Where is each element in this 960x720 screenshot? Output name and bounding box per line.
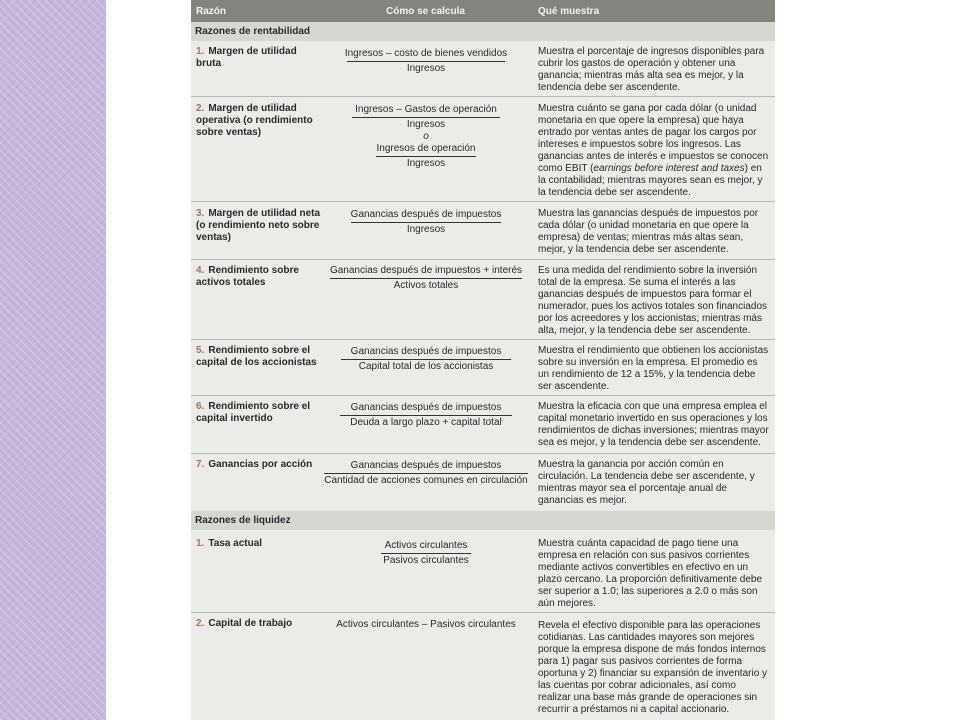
formula-denominator-alt: Ingresos: [406, 158, 446, 169]
header-razon: Razón: [196, 6, 226, 17]
ratio-name: [196, 459, 324, 471]
section-rentabilidad: [191, 22, 775, 41]
ratio-name: [196, 46, 324, 70]
ratio-name: [196, 401, 324, 425]
ratio-description: Muestra el porcentaje de ingresos disponibles para cubrir los gastos de operación y obtener una ganancia; mientras más alta sea es mejor, y la tendencia debe ser ascendente.: [538, 46, 765, 93]
ratio-description: Muestra la eficacia con que una empresa emplea el capital monetario invertido en sus operaciones y los rendimientos de dichas inversiones; mientras mayor sea es mejor, y la tendencia debe ser ascendente.: [538, 401, 769, 448]
ratio-name-text: Margen de utilidad neta (o rendimiento neto sobre ventas): [196, 208, 321, 243]
ratio-number: 3.: [196, 208, 205, 219]
ratio-number: 7.: [196, 459, 205, 470]
ratio-name: [196, 208, 324, 244]
formula-numerator: Ingresos – costo de bienes vendidos: [344, 48, 508, 59]
ratio-formula: [321, 209, 531, 236]
header-que-muestra: Qué muestra: [538, 6, 600, 17]
ratio-description: Muestra el rendimiento que obtienen los accionistas sobre su inversión en la empresa. El promedio es un rendimiento de 12 a 15%, y la tendencia debe ser ascendente.: [538, 345, 769, 392]
ratio-description: Muestra la ganancia por acción común en circulación. La tendencia debe ser ascendente, y mientras mayor sea el porcentaje anual de ganancias es mejor.: [538, 459, 755, 506]
fraction-bar: [324, 473, 528, 474]
fraction-bar: [376, 156, 476, 157]
ratio-formula: [321, 346, 531, 373]
ratio-formula: [321, 104, 531, 170]
ratio-number: 6.: [196, 401, 205, 412]
formula-denominator: Deuda a largo plazo + capital total: [350, 417, 502, 428]
ratio-number: 2.: [196, 618, 205, 629]
ratio-formula: [321, 540, 531, 567]
ratio-description: Revela el efectivo disponible para las operaciones cotidianas. Las cantidades mayores son mejores porque la empresa dispone de más fondos internos para 1) pagar sus pasivos corrientes de forma oportuna y 2) financiar su expansión de inventario y las cuentas por cobrar adicionales, así como realizar una base más grande de operaciones sin recurrir a préstamos ni a capital accionario.: [538, 620, 768, 715]
ratio-formula: [321, 48, 531, 75]
header-como-se-calcula: Cómo se calcula: [386, 6, 465, 17]
formula-denominator: Ingresos: [406, 63, 446, 74]
formula-numerator-alt: Ingresos de operación: [376, 143, 476, 154]
ratio-formula: [321, 402, 531, 429]
formula-numerator: Ganancias después de impuestos: [350, 346, 502, 357]
ratio-description: Muestra las ganancias después de impuestos por cada dólar (o unidad monetaria en que opere la empresa) de ventas; mientras más altas sean, mejor, y la tendencia debe ser ascendente.: [538, 208, 759, 255]
ratio-name-text: Margen de utilidad bruta: [196, 46, 297, 69]
row-divider: [191, 612, 775, 613]
formula-denominator: Capital total de los accionistas: [358, 361, 494, 372]
fraction-bar: [351, 222, 501, 223]
ratio-name-text: Rendimiento sobre activos totales: [196, 265, 299, 288]
fraction-bar: [330, 278, 522, 279]
formula-or: o: [423, 131, 429, 142]
row-divider: [191, 395, 775, 396]
description-text-end: ) en la contabilidad; mientras mayores sean es mejor, y la tendencia debe ser ascendente.: [538, 163, 763, 198]
ratio-name-text: Margen de utilidad operativa (o rendimiento sobre ventas): [196, 103, 313, 138]
ratio-description: Es una medida del rendimiento sobre la inversión total de la empresa. Se suma el interés a las ganancias después de impuestos para formar el numerador, pues los activos totales son financiados por los acreedores y los accionistas; mientras más alta, mejor, y la tendencia debe ser ascendente.: [538, 265, 768, 336]
formula-numerator: Activos circulantes: [384, 540, 468, 551]
row-divider: [191, 96, 775, 97]
ratio-name-text: Capital de trabajo: [208, 618, 293, 629]
ratio-number: 2.: [196, 103, 205, 114]
fraction-bar: [347, 61, 505, 62]
ratio-description: Muestra cuánta capacidad de pago tiene una empresa en relación con sus pasivos corrientes mediante activos convertibles en efectivo en un plazo cercano. La proporción definitivamente debe ser superior a 1.0; las superiores a 2.0 o más son aún mejores.: [538, 538, 763, 609]
ratio-name-text: Rendimiento sobre el capital invertido: [196, 401, 311, 424]
formula-numerator: Ganancias después de impuestos + interés: [329, 265, 523, 276]
ratio-table-page: [191, 0, 775, 720]
formula-denominator: Cantidad de acciones comunes en circulación: [324, 475, 528, 486]
row-divider: [191, 201, 775, 202]
ratio-number: 5.: [196, 345, 205, 356]
ratio-name-text: Ganancias por acción: [208, 459, 313, 470]
fraction-bar: [352, 117, 500, 118]
ratio-formula: [321, 265, 531, 292]
section-liquidez: [191, 511, 775, 530]
fraction-bar: [381, 553, 471, 554]
formula-numerator: Ingresos – Gastos de operación: [355, 104, 497, 115]
row-divider: [191, 339, 775, 340]
table-header: [191, 0, 775, 22]
ratio-number: 1.: [196, 46, 205, 57]
formula-numerator: Ganancias después de impuestos: [350, 460, 502, 471]
decorative-side-strip: [0, 0, 106, 720]
formula-numerator: Ganancias después de impuestos: [350, 209, 502, 220]
fraction-bar: [341, 359, 511, 360]
ratio-name: [196, 265, 324, 289]
formula-denominator: Activos totales: [393, 280, 459, 291]
row-divider: [191, 453, 775, 454]
formula-line: Activos circulantes – Pasivos circulantes: [336, 619, 516, 630]
formula-denominator: Ingresos: [406, 224, 446, 235]
ratio-name: [196, 345, 324, 369]
ratio-name: [196, 103, 324, 139]
ratio-number: 4.: [196, 265, 205, 276]
row-divider: [191, 259, 775, 260]
ratio-number: 1.: [196, 538, 205, 549]
section-title: Razones de rentabilidad: [195, 26, 311, 37]
formula-numerator: Ganancias después de impuestos: [350, 402, 502, 413]
ratio-name-text: Tasa actual: [208, 538, 263, 549]
ratio-formula: [321, 460, 531, 487]
fraction-bar: [340, 415, 512, 416]
section-title: Razones de liquidez: [195, 515, 291, 526]
ratio-description: [538, 103, 770, 199]
ratio-name: [196, 618, 324, 630]
formula-denominator: Pasivos circulantes: [383, 555, 469, 566]
ratio-formula: [321, 619, 531, 631]
description-italic: earnings before interest and taxes: [593, 163, 745, 174]
ratio-name-text: Rendimiento sobre el capital de los accionistas: [196, 345, 317, 368]
ratio-name: [196, 538, 324, 550]
formula-denominator: Ingresos: [406, 119, 446, 130]
description-text: Muestra cuánto se gana por cada dólar (o unidad monetaria en que opere la empresa) que haya entrado por ventas antes de pagar los cargos por intereses e impuestos sobre los ingresos. Las ganancias antes de interés e impuestos se conocen como EBIT (: [538, 103, 769, 174]
